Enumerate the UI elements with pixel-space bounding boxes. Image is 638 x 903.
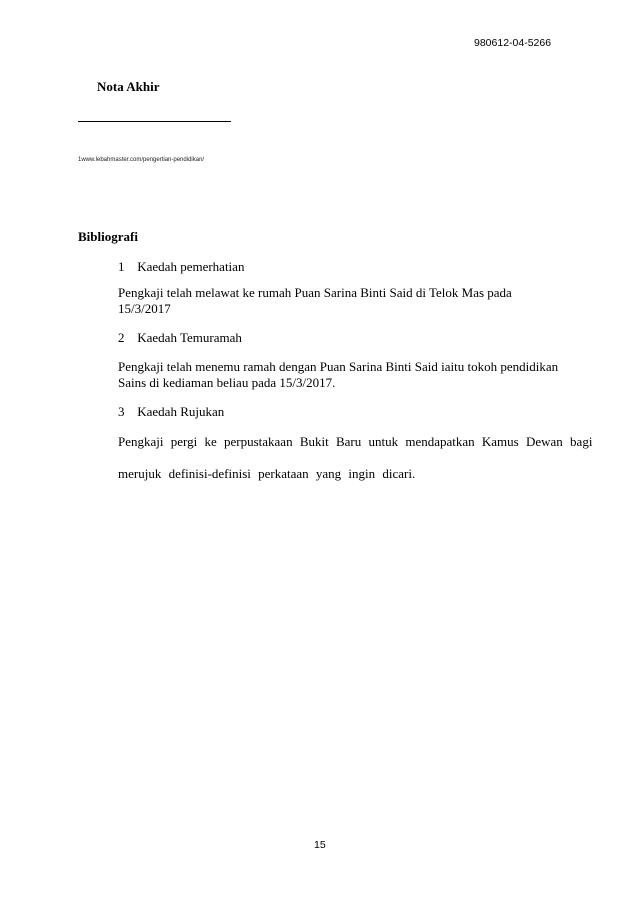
- text-line: Pengkaji telah melawat ke rumah Puan Sarina Binti Said di Telok Mas pada: [118, 285, 512, 300]
- item-number: 2: [118, 330, 125, 345]
- bibliography-item-text: [118, 466, 415, 482]
- footnote-divider: [78, 121, 231, 122]
- item-number: 1: [118, 259, 125, 274]
- text-line: Sains di kediaman beliau pada 15/3/2017.: [118, 375, 336, 390]
- text-line: Pengkaji pergi ke perpustakaan Bukit Baru untuk mendapatkan Kamus Dewan bagi: [118, 434, 593, 449]
- footnote-reference: 1www.lebahmaster.com/pengertian-pendidikan/: [78, 157, 205, 163]
- item-title: Kaedah Rujukan: [137, 404, 225, 419]
- bibliography-item-heading: [118, 259, 244, 275]
- bibliography-item-heading: [118, 404, 224, 420]
- bibliography-item-text: [118, 359, 558, 391]
- text-line: merujuk definisi-definisi perkataan yang ingin dicari.: [118, 466, 416, 481]
- text-line: 15/3/2017: [118, 301, 171, 316]
- bibliography-heading: Bibliografi: [78, 229, 138, 244]
- bibliography-item-text: [118, 285, 512, 317]
- page-number: 15: [314, 839, 326, 851]
- text-line: Pengkaji telah menemu ramah dengan Puan Sarina Binti Said iaitu tokoh pendidikan: [118, 359, 559, 374]
- end-notes-heading: Nota Akhir: [97, 79, 160, 94]
- item-number: 3: [118, 404, 125, 419]
- item-title: Kaedah pemerhatian: [137, 259, 245, 274]
- bibliography-item-text: [118, 434, 592, 450]
- item-title: Kaedah Temuramah: [137, 330, 242, 345]
- document-id: 980612-04-5266: [474, 37, 552, 49]
- bibliography-item-heading: [118, 330, 242, 346]
